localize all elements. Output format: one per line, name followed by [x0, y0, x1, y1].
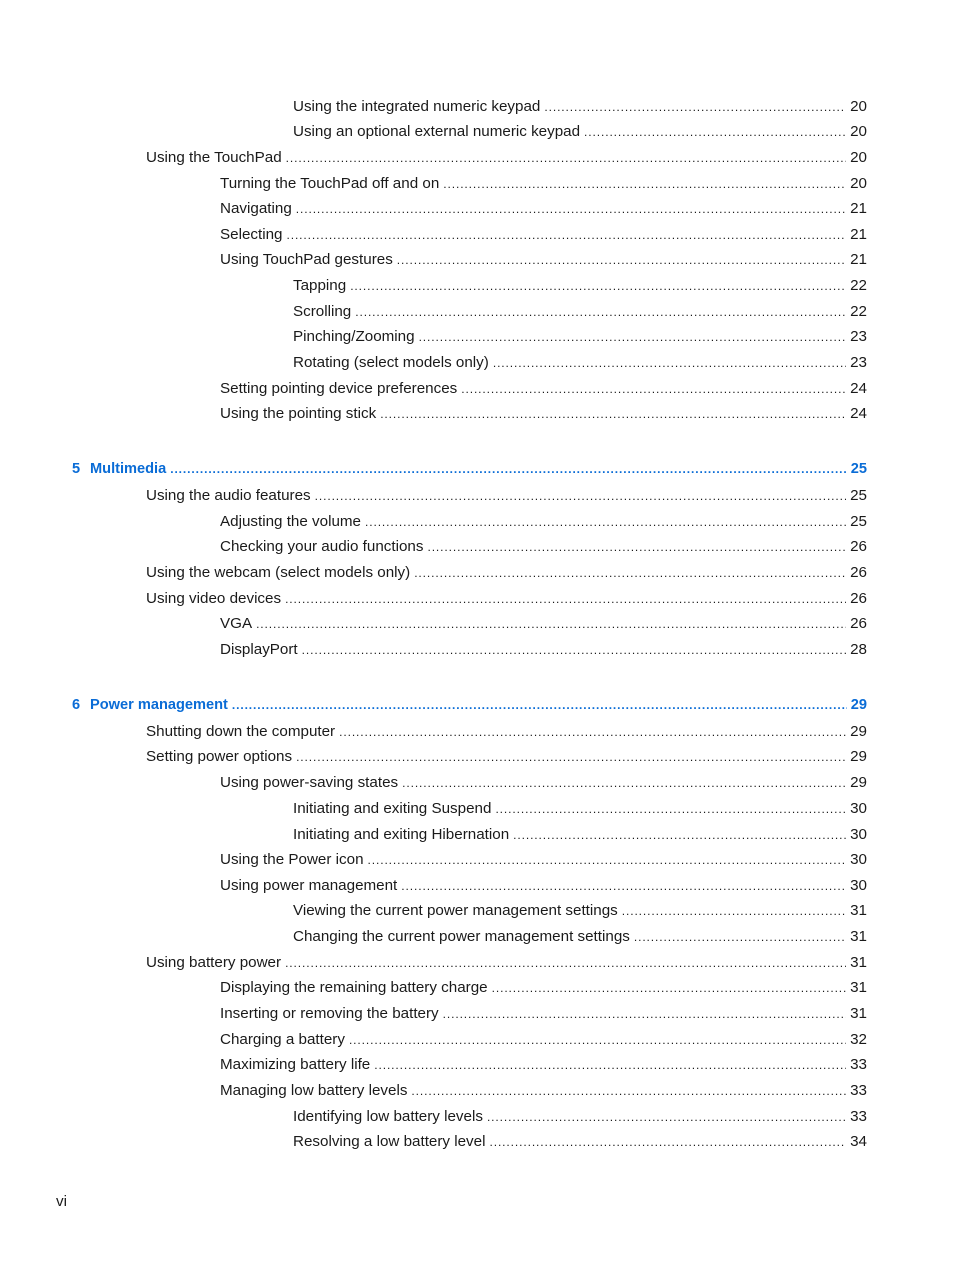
- toc-entry-label: Using power-saving states: [220, 774, 399, 791]
- toc-page-number: 31: [850, 928, 867, 945]
- toc-page-number: 20: [850, 123, 867, 140]
- toc-entry-link[interactable]: [293, 121, 867, 143]
- toc-page-number: 31: [850, 979, 867, 996]
- toc-entry-link[interactable]: [293, 926, 867, 948]
- toc-entry-link[interactable]: [220, 1054, 867, 1076]
- toc-entry-label: DisplayPort: [220, 641, 298, 658]
- toc-entry-link[interactable]: [293, 352, 867, 374]
- toc-entry-link[interactable]: [146, 588, 867, 610]
- dot-leader: [414, 562, 846, 584]
- toc-entry-link[interactable]: [293, 96, 867, 118]
- dot-leader: [296, 198, 846, 220]
- toc-entry-link[interactable]: [220, 1003, 867, 1025]
- toc-entry-link[interactable]: [220, 198, 867, 220]
- dot-leader: [513, 824, 846, 846]
- toc-entry-link[interactable]: [293, 1106, 867, 1128]
- dot-leader: [461, 378, 846, 400]
- toc-entry-label: Charging a battery: [220, 1031, 345, 1048]
- toc-page-number: 24: [850, 380, 867, 397]
- toc-entry-link[interactable]: [220, 378, 867, 400]
- toc-entry-label: Using the audio features: [146, 487, 311, 504]
- toc-entry-label: Setting power options: [146, 748, 293, 765]
- toc-page-number: 22: [850, 277, 867, 294]
- toc-entry-link[interactable]: [146, 147, 867, 169]
- toc-entry-label: Pinching/Zooming: [293, 328, 415, 345]
- toc-page-number: 29: [850, 748, 867, 765]
- dot-leader: [368, 849, 847, 871]
- dot-leader: [355, 301, 846, 323]
- dot-leader: [634, 926, 846, 948]
- toc-page-number: 29: [850, 774, 867, 791]
- toc-entry-label: Scrolling: [293, 303, 352, 320]
- toc-page-number: 23: [850, 354, 867, 371]
- toc-entry-label: Initiating and exiting Suspend: [293, 800, 492, 817]
- dot-leader: [170, 458, 847, 480]
- toc-page-number: 30: [850, 826, 867, 843]
- toc-entry-label: Tapping: [293, 277, 347, 294]
- toc-entry-label: Viewing the current power management settings: [293, 902, 618, 919]
- toc-entry-link[interactable]: [146, 952, 867, 974]
- toc-entry-link[interactable]: [220, 536, 867, 558]
- toc-entry-link[interactable]: [293, 900, 867, 922]
- toc-entry-label: Inserting or removing the battery: [220, 1005, 439, 1022]
- dot-leader: [419, 326, 847, 348]
- toc-entry-link[interactable]: [220, 772, 867, 794]
- toc-page-number: 30: [850, 851, 867, 868]
- toc-entry-link[interactable]: [220, 173, 867, 195]
- toc-entry-link[interactable]: [220, 875, 867, 897]
- toc-entry-label: Using power management: [220, 877, 398, 894]
- toc-entry-label: Using the webcam (select models only): [146, 564, 411, 581]
- toc-entry-label: Rotating (select models only): [293, 354, 489, 371]
- toc-page-number: 26: [850, 564, 867, 581]
- dot-leader: [622, 900, 846, 922]
- toc-entry-label: Power management: [90, 697, 228, 713]
- dot-leader: [374, 1054, 846, 1076]
- toc-page-number: 20: [850, 98, 867, 115]
- toc-page-number: 23: [850, 328, 867, 345]
- dot-leader: [296, 746, 846, 768]
- toc-page-number: 24: [850, 405, 867, 422]
- toc-entry-label: VGA: [220, 615, 253, 632]
- toc-page-number: 34: [850, 1133, 867, 1150]
- dot-leader: [397, 249, 846, 271]
- toc-entry-link[interactable]: [220, 511, 867, 533]
- dot-leader: [487, 1106, 846, 1128]
- toc-page-number: 31: [850, 954, 867, 971]
- dot-leader: [285, 952, 846, 974]
- dot-leader: [402, 772, 846, 794]
- dot-leader: [349, 1029, 846, 1051]
- toc-entry-link[interactable]: [220, 849, 867, 871]
- toc-entry-link[interactable]: [293, 824, 867, 846]
- toc-chapter-link[interactable]: [72, 458, 867, 480]
- dot-leader: [286, 224, 846, 246]
- toc-entry-label: Using the pointing stick: [220, 405, 377, 422]
- toc-entry-label: Multimedia: [90, 461, 167, 477]
- toc-page-number: 32: [850, 1031, 867, 1048]
- chapter-number: 5: [72, 461, 81, 477]
- toc-entry-label: Setting pointing device preferences: [220, 380, 458, 397]
- toc-entry-label: Using video devices: [146, 590, 282, 607]
- dot-leader: [256, 613, 846, 635]
- toc-page-number: 25: [850, 487, 867, 504]
- toc-page-number: 22: [850, 303, 867, 320]
- dot-leader: [443, 173, 846, 195]
- toc-entry-label: Using the integrated numeric keypad: [293, 98, 541, 115]
- toc-page-number: 33: [850, 1108, 867, 1125]
- toc-entry-link[interactable]: [146, 721, 867, 743]
- toc-entry-label: Displaying the remaining battery charge: [220, 979, 488, 996]
- dot-leader: [350, 275, 846, 297]
- dot-leader: [232, 694, 847, 716]
- dot-leader: [315, 485, 846, 507]
- toc-entry-label: Navigating: [220, 200, 292, 217]
- toc-page-number: 25: [850, 513, 867, 530]
- toc-entry-link[interactable]: [220, 403, 867, 425]
- dot-leader: [489, 1131, 846, 1153]
- toc-page-number: 30: [850, 877, 867, 894]
- toc-page-number: 21: [850, 251, 867, 268]
- dot-leader: [380, 403, 846, 425]
- toc-entry-label: Resolving a low battery level: [293, 1133, 486, 1150]
- toc-entry-label: Identifying low battery levels: [293, 1108, 483, 1125]
- dot-leader: [401, 875, 846, 897]
- toc-page-number: 31: [850, 1005, 867, 1022]
- toc-entry-label: Initiating and exiting Hibernation: [293, 826, 510, 843]
- toc-entry-label: Shutting down the computer: [146, 723, 336, 740]
- toc-entry-link[interactable]: [220, 1029, 867, 1051]
- toc-page-number: 29: [850, 697, 867, 713]
- toc-entry-link[interactable]: [293, 275, 867, 297]
- toc-entry-label: Changing the current power management settings: [293, 928, 630, 945]
- toc-page-number: 20: [850, 149, 867, 166]
- toc-page-number: 33: [850, 1082, 867, 1099]
- toc-entry-label: Maximizing battery life: [220, 1056, 371, 1073]
- toc-page-number: 20: [850, 175, 867, 192]
- toc-entry-link[interactable]: [220, 613, 867, 635]
- chapter-number: 6: [72, 697, 81, 713]
- toc-entry-label: Checking your audio functions: [220, 538, 424, 555]
- toc-page-number: 21: [850, 226, 867, 243]
- dot-leader: [443, 1003, 846, 1025]
- toc-entry-link[interactable]: [293, 1131, 867, 1153]
- dot-leader: [285, 588, 846, 610]
- toc-page-number: 31: [850, 902, 867, 919]
- dot-leader: [544, 96, 846, 118]
- dot-leader: [365, 511, 846, 533]
- toc-entry-link[interactable]: [220, 249, 867, 271]
- dot-leader: [493, 352, 846, 374]
- toc-page-number: 26: [850, 615, 867, 632]
- toc-entry-label: Turning the TouchPad off and on: [220, 175, 440, 192]
- toc-entry-link[interactable]: [293, 326, 867, 348]
- dot-leader: [495, 798, 846, 820]
- dot-leader: [427, 536, 846, 558]
- toc-entry-label: Using battery power: [146, 954, 282, 971]
- toc-entry-link[interactable]: [220, 224, 867, 246]
- toc-page-number: 30: [850, 800, 867, 817]
- dot-leader: [492, 977, 846, 999]
- toc-entry-link[interactable]: [293, 798, 867, 820]
- toc-entry-link[interactable]: [293, 301, 867, 323]
- toc-entry-link[interactable]: [220, 1080, 867, 1102]
- toc-chapter-link[interactable]: [72, 694, 867, 716]
- toc-entry-link[interactable]: [146, 746, 867, 768]
- toc-entry-link[interactable]: [146, 562, 867, 584]
- toc-page-number: 25: [850, 461, 867, 477]
- toc-page-number: 29: [850, 723, 867, 740]
- toc-entry-label: Using TouchPad gestures: [220, 251, 393, 268]
- toc-page-number: 26: [850, 538, 867, 555]
- dot-leader: [339, 721, 846, 743]
- toc-page-number: 33: [850, 1056, 867, 1073]
- dot-leader: [584, 121, 846, 143]
- toc-entry-label: Adjusting the volume: [220, 513, 361, 530]
- toc-entry-label: Using the Power icon: [220, 851, 364, 868]
- toc-entry-link[interactable]: [220, 639, 867, 661]
- toc-entry-label: Managing low battery levels: [220, 1082, 408, 1099]
- toc-entry-link[interactable]: [146, 485, 867, 507]
- dot-leader: [411, 1080, 846, 1102]
- dot-leader: [302, 639, 846, 661]
- toc-page-number: 28: [850, 641, 867, 658]
- toc-entry-link[interactable]: [220, 977, 867, 999]
- toc-entry-label: Using an optional external numeric keypad: [293, 123, 581, 140]
- toc-page-number: 21: [850, 200, 867, 217]
- page-number: vi: [56, 1193, 67, 1210]
- toc-entry-label: Selecting: [220, 226, 283, 243]
- toc-entry-label: Using the TouchPad: [146, 149, 282, 166]
- dot-leader: [286, 147, 846, 169]
- toc-page-number: 26: [850, 590, 867, 607]
